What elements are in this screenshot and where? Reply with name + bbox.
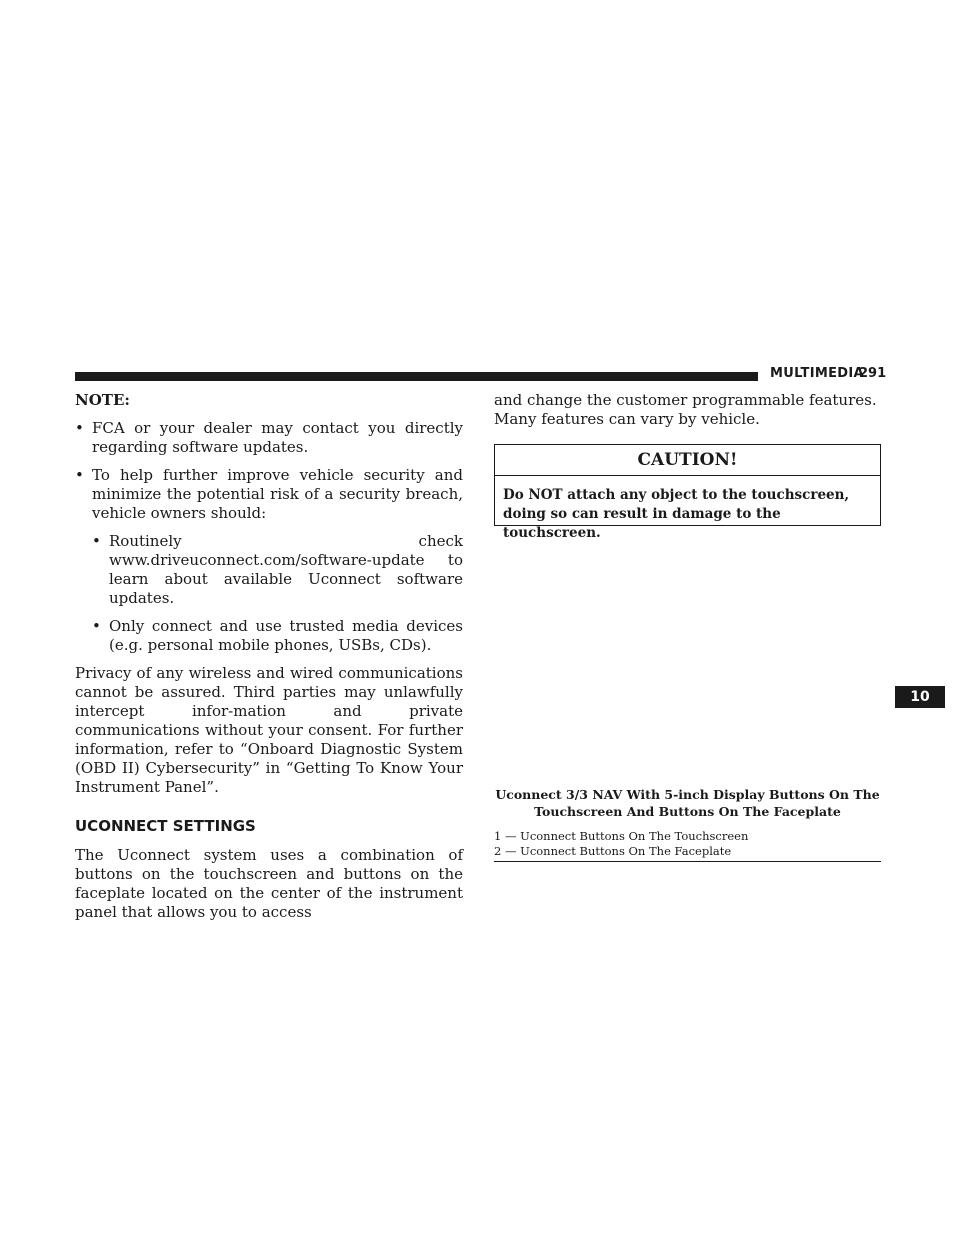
- left-column: [75, 391, 463, 934]
- bullet-icon: •: [92, 617, 101, 635]
- settings-paragraph: The Uconnect system uses a combination of buttons on the touchscreen and buttons on the faceplate located on the center of the instrument panel that allows you to access: [75, 846, 463, 921]
- list-item: [75, 419, 463, 457]
- page-number: 291: [859, 366, 887, 381]
- continuation-paragraph: and change the customer programmable features. Many features can vary by vehicle.: [494, 391, 877, 428]
- right-column: [494, 391, 881, 429]
- bullet-icon: •: [75, 419, 84, 437]
- caution-title: CAUTION!: [495, 445, 880, 476]
- figure-legend: [494, 829, 881, 859]
- bullet-icon: •: [92, 532, 101, 550]
- list-item-text: FCA or your dealer may contact you directly regarding software updates.: [92, 419, 463, 456]
- settings-heading: UCONNECT SETTINGS: [75, 817, 256, 835]
- sub-list-item-text: Only connect and use trusted media devices (e.g. personal mobile phones, USBs, CDs).: [109, 617, 463, 654]
- figure-caption: Uconnect 3/3 NAV With 5-inch Display Buttons On The Touchscreen And Buttons On The Faceplate: [495, 787, 880, 819]
- header-rule: [75, 372, 758, 381]
- sub-list-item-text: Routinely check www.driveuconnect.com/software-update to learn about available Uconnect software updates.: [109, 532, 463, 607]
- legend-rule: [494, 861, 881, 862]
- note-heading: NOTE:: [75, 391, 130, 409]
- caution-body: Do NOT attach any object to the touchscreen, doing so can result in damage to the touchscreen.: [503, 487, 850, 541]
- list-item: [75, 466, 463, 523]
- privacy-paragraph: Privacy of any wireless and wired communications cannot be assured. Third parties may unlawfully intercept infor-mation and private communications without your consent. For further information, refer to “Onboard Diagnostic System (OBD II) Cybersecurity” in “Getting To Know Your Instrument Panel”.: [75, 664, 463, 796]
- legend-item: 1 — Uconnect Buttons On The Touchscreen: [494, 829, 749, 843]
- caution-box: [494, 444, 881, 541]
- chapter-tab: 10: [895, 686, 945, 708]
- section-title: MULTIMEDIA: [770, 366, 864, 381]
- sub-list-item: [92, 617, 463, 655]
- list-item-text: To help further improve vehicle security and minimize the potential risk of a security breach, vehicle owners should:: [92, 466, 463, 522]
- bullet-icon: •: [75, 466, 84, 484]
- legend-item: 2 — Uconnect Buttons On The Faceplate: [494, 844, 732, 858]
- sub-list-item: [92, 532, 463, 608]
